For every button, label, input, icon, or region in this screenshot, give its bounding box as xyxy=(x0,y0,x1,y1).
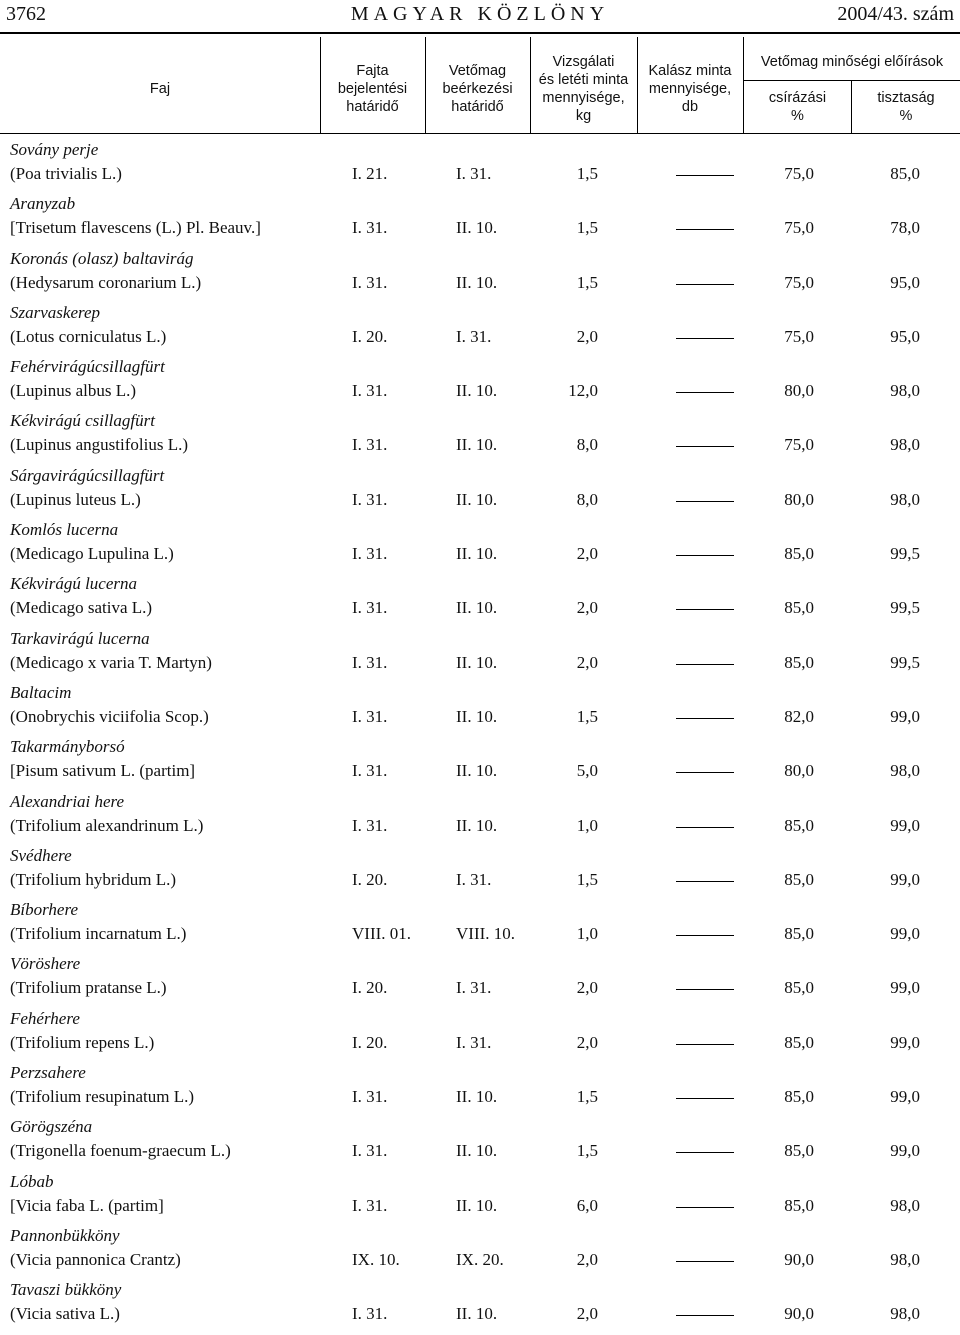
species-name: Kékvirágú lucerna xyxy=(10,574,137,594)
minta-kg: 1,5 xyxy=(576,706,598,726)
beerkezesi-hatarido: II. 10. xyxy=(456,1195,498,1215)
tisztasag-value: 99,0 xyxy=(890,924,920,944)
species-name: Lóbab xyxy=(10,1171,54,1191)
minta-kg: 12,0 xyxy=(568,381,598,401)
beerkezesi-hatarido: II. 10. xyxy=(456,272,498,292)
species-name: Fehérhere xyxy=(10,1008,80,1028)
beerkezesi-hatarido: II. 10. xyxy=(456,1304,498,1324)
beerkezesi-hatarido: I. 31. xyxy=(456,326,492,346)
minta-kg: 5,0 xyxy=(576,761,598,781)
tisztasag-value: 95,0 xyxy=(890,272,920,292)
species-name: Sovány perje xyxy=(10,140,99,159)
table-row xyxy=(0,466,960,520)
csirazasi-value: 80,0 xyxy=(784,761,814,781)
tisztasag-value: 98,0 xyxy=(890,381,920,401)
species-latin: (Lupinus angustifolius L.) xyxy=(10,435,189,455)
beerkezesi-hatarido: II. 10. xyxy=(456,489,498,509)
minta-kg: 1,0 xyxy=(576,815,598,835)
row-values xyxy=(0,544,960,566)
bejelentesi-hatarido: I. 31. xyxy=(352,598,388,618)
bejelentesi-hatarido: I. 31. xyxy=(352,1141,388,1161)
species-latin: (Medicago x varia T. Martyn) xyxy=(10,652,212,672)
beerkezesi-hatarido: II. 10. xyxy=(456,435,498,455)
bejelentesi-hatarido: I. 20. xyxy=(352,978,388,998)
beerkezesi-hatarido: II. 10. xyxy=(456,652,498,672)
tisztasag-value: 99,5 xyxy=(890,598,920,618)
bejelentesi-hatarido: IX. 10. xyxy=(352,1249,400,1269)
issue-number: 2004/43. szám xyxy=(837,3,954,25)
species-latin: (Lupinus albus L.) xyxy=(10,381,137,401)
row-values xyxy=(0,1304,960,1326)
bejelentesi-hatarido: I. 20. xyxy=(352,326,388,346)
tisztasag-value: 78,0 xyxy=(890,218,920,238)
species-latin: (Poa trivialis L.) xyxy=(10,164,122,183)
bejelentesi-hatarido: I. 31. xyxy=(352,1087,388,1107)
csirazasi-value: 75,0 xyxy=(784,435,814,455)
row-values xyxy=(0,273,960,295)
species-latin: (Trifolium repens L.) xyxy=(10,1032,155,1052)
species-name: Aranyzab xyxy=(10,194,76,214)
species-name: Baltacim xyxy=(10,682,72,702)
species-latin: (Vicia sativa L.) xyxy=(10,1304,120,1324)
row-values xyxy=(0,870,960,892)
row-values xyxy=(0,381,960,403)
tisztasag-value: 98,0 xyxy=(890,1304,920,1324)
csirazasi-value: 85,0 xyxy=(784,598,814,618)
row-values xyxy=(0,164,960,186)
species-name: Koronás (olasz) baltavirág xyxy=(10,248,194,268)
species-latin: (Trifolium incarnatum L.) xyxy=(10,924,187,944)
species-name: Tarkavirágú lucerna xyxy=(10,628,150,648)
col-faj: Faj xyxy=(149,81,171,97)
table-row xyxy=(0,574,960,628)
tisztasag-value: 98,0 xyxy=(890,1195,920,1215)
tisztasag-value: 99,0 xyxy=(890,869,920,889)
minta-kg: 2,0 xyxy=(576,1249,598,1269)
row-values xyxy=(0,816,960,838)
row-values xyxy=(0,435,960,457)
csirazasi-value: 85,0 xyxy=(784,1195,814,1215)
minta-kg: 2,0 xyxy=(576,326,598,346)
species-name: Fehérvirágúcsillagfürt xyxy=(10,357,165,377)
table-row xyxy=(0,520,960,574)
csirazasi-value: 75,0 xyxy=(784,218,814,238)
kalasz-db-dash xyxy=(676,772,734,773)
table-row xyxy=(0,1226,960,1280)
table-row xyxy=(0,357,960,411)
table-row xyxy=(0,140,960,194)
csirazasi-value: 75,0 xyxy=(784,272,814,292)
species-latin: (Vicia pannonica Crantz) xyxy=(10,1249,181,1269)
table-body xyxy=(0,140,960,1335)
kalasz-db-dash xyxy=(676,284,734,285)
csirazasi-value: 85,0 xyxy=(784,815,814,835)
kalasz-db-dash xyxy=(676,881,734,882)
species-name: Perzsahere xyxy=(10,1063,86,1083)
row-values xyxy=(0,218,960,240)
minta-kg: 1,5 xyxy=(576,869,598,889)
minta-kg: 2,0 xyxy=(576,1032,598,1052)
species-latin: (Onobrychis viciifolia Scop.) xyxy=(10,706,209,726)
bejelentesi-hatarido: I. 20. xyxy=(352,869,388,889)
tisztasag-value: 99,0 xyxy=(890,1087,920,1107)
bejelentesi-hatarido: I. 31. xyxy=(352,761,388,781)
row-values xyxy=(0,924,960,946)
beerkezesi-hatarido: II. 10. xyxy=(456,1141,498,1161)
kalasz-db-dash xyxy=(676,1207,734,1208)
tisztasag-value: 85,0 xyxy=(890,164,920,183)
bejelentesi-hatarido: I. 31. xyxy=(352,489,388,509)
row-values xyxy=(0,598,960,620)
minta-kg: 2,0 xyxy=(576,1304,598,1324)
minta-kg: 1,5 xyxy=(576,272,598,292)
minta-kg: 8,0 xyxy=(576,435,598,455)
table-row xyxy=(0,792,960,846)
csirazasi-value: 85,0 xyxy=(784,924,814,944)
csirazasi-value: 85,0 xyxy=(784,1032,814,1052)
table-header-rule xyxy=(0,133,960,134)
beerkezesi-hatarido: VIII. 10. xyxy=(456,924,516,944)
csirazasi-value: 80,0 xyxy=(784,381,814,401)
minta-kg: 1,5 xyxy=(576,164,598,183)
csirazasi-value: 85,0 xyxy=(784,1087,814,1107)
bejelentesi-hatarido: I. 31. xyxy=(352,815,388,835)
tisztasag-value: 98,0 xyxy=(890,489,920,509)
bejelentesi-hatarido: I. 31. xyxy=(352,272,388,292)
species-latin: [Vicia faba L. (partim] xyxy=(10,1195,164,1215)
species-name: Svédhere xyxy=(10,845,72,865)
tisztasag-value: 99,0 xyxy=(890,815,920,835)
minta-kg: 2,0 xyxy=(576,598,598,618)
csirazasi-value: 85,0 xyxy=(784,869,814,889)
beerkezesi-hatarido: II. 10. xyxy=(456,598,498,618)
bejelentesi-hatarido: I. 31. xyxy=(352,1195,388,1215)
species-latin: (Trifolium resupinatum L.) xyxy=(10,1087,194,1107)
species-name: Komlós lucerna xyxy=(10,520,119,540)
beerkezesi-hatarido: II. 10. xyxy=(456,706,498,726)
kalasz-db-dash xyxy=(676,1044,734,1045)
table-row xyxy=(0,954,960,1008)
minta-kg: 2,0 xyxy=(576,652,598,672)
species-name: Takarmányborsó xyxy=(10,737,125,757)
tisztasag-value: 99,0 xyxy=(890,1141,920,1161)
table-row xyxy=(0,194,960,248)
csirazasi-value: 80,0 xyxy=(784,489,814,509)
tisztasag-value: 99,5 xyxy=(890,652,920,672)
beerkezesi-hatarido: IX. 20. xyxy=(456,1249,504,1269)
minta-kg: 1,0 xyxy=(576,924,598,944)
minta-kg: 6,0 xyxy=(576,1195,598,1215)
kalasz-db-dash xyxy=(676,338,734,339)
species-name: Vöröshere xyxy=(10,954,81,974)
tisztasag-value: 98,0 xyxy=(890,761,920,781)
tisztasag-value: 99,0 xyxy=(890,1032,920,1052)
tisztasag-value: 98,0 xyxy=(890,435,920,455)
bejelentesi-hatarido: I. 31. xyxy=(352,435,388,455)
row-values xyxy=(0,1196,960,1218)
tisztasag-value: 99,0 xyxy=(890,706,920,726)
csirazasi-value: 75,0 xyxy=(784,326,814,346)
kalasz-db-dash xyxy=(676,1261,734,1262)
table-row xyxy=(0,1280,960,1334)
table-row xyxy=(0,737,960,791)
minta-kg: 8,0 xyxy=(576,489,598,509)
kalasz-db-dash xyxy=(676,827,734,828)
kalasz-db-dash xyxy=(676,935,734,936)
kalasz-db-dash xyxy=(676,1152,734,1153)
row-values xyxy=(0,1033,960,1055)
kalasz-db-dash xyxy=(676,718,734,719)
minta-kg: 1,5 xyxy=(576,1141,598,1161)
beerkezesi-hatarido: I. 31. xyxy=(456,164,492,183)
species-latin: (Trigonella foenum-graecum L.) xyxy=(10,1141,231,1161)
species-name: Alexandriai here xyxy=(10,791,125,811)
species-latin: (Trifolium hybridum L.) xyxy=(10,869,177,889)
row-values xyxy=(0,1141,960,1163)
row-values xyxy=(0,707,960,729)
header-rule xyxy=(0,32,960,34)
table-row xyxy=(0,249,960,303)
page-header xyxy=(0,0,960,32)
table-row xyxy=(0,1063,960,1117)
col-beerkezesi: Vetőmag beérkezési határidő xyxy=(442,63,513,115)
beerkezesi-hatarido: II. 10. xyxy=(456,761,498,781)
minta-kg: 2,0 xyxy=(576,978,598,998)
tisztasag-value: 99,5 xyxy=(890,544,920,564)
csirazasi-value: 85,0 xyxy=(784,652,814,672)
col-tisztasag: tisztaság % xyxy=(877,90,935,124)
row-values xyxy=(0,1250,960,1272)
bejelentesi-hatarido: I. 31. xyxy=(352,1304,388,1324)
row-values xyxy=(0,327,960,349)
csirazasi-value: 90,0 xyxy=(784,1249,814,1269)
csirazasi-value: 90,0 xyxy=(784,1304,814,1324)
bejelentesi-hatarido: I. 31. xyxy=(352,218,388,238)
species-latin: (Hedysarum coronarium L.) xyxy=(10,272,202,292)
csirazasi-value: 85,0 xyxy=(784,978,814,998)
col-minosegi: Vetőmag minőségi előírások xyxy=(760,54,944,70)
bejelentesi-hatarido: I. 31. xyxy=(352,381,388,401)
col-csirazasi: csírázási % xyxy=(768,90,827,124)
table-row xyxy=(0,683,960,737)
table-row xyxy=(0,303,960,357)
species-latin: (Trifolium alexandrinum L.) xyxy=(10,815,204,835)
table-row xyxy=(0,629,960,683)
species-name: Szarvaskerep xyxy=(10,302,101,322)
beerkezesi-hatarido: II. 10. xyxy=(456,1087,498,1107)
species-latin: [Trisetum flavescens (L.) Pl. Beauv.] xyxy=(10,218,261,238)
table-row xyxy=(0,411,960,465)
table-row xyxy=(0,1117,960,1171)
tisztasag-value: 98,0 xyxy=(890,1249,920,1269)
beerkezesi-hatarido: II. 10. xyxy=(456,381,498,401)
table-row xyxy=(0,1172,960,1226)
col-kalasz: Kalász minta mennyisége, db xyxy=(648,63,732,115)
species-name: Pannonbükköny xyxy=(10,1225,120,1245)
beerkezesi-hatarido: I. 31. xyxy=(456,978,492,998)
table-row xyxy=(0,1009,960,1063)
beerkezesi-hatarido: II. 10. xyxy=(456,815,498,835)
beerkezesi-hatarido: I. 31. xyxy=(456,1032,492,1052)
kalasz-db-dash xyxy=(676,989,734,990)
journal-title: MAGYAR KÖZLÖNY xyxy=(350,3,610,25)
beerkezesi-hatarido: II. 10. xyxy=(456,218,498,238)
col-bejelentesi: Fajta bejelentési határidő xyxy=(337,63,408,115)
species-latin: (Trifolium pratanse L.) xyxy=(10,978,167,998)
minta-kg: 1,5 xyxy=(576,1087,598,1107)
table-row xyxy=(0,900,960,954)
bejelentesi-hatarido: I. 21. xyxy=(352,164,388,183)
kalasz-db-dash xyxy=(676,609,734,610)
beerkezesi-hatarido: II. 10. xyxy=(456,544,498,564)
kalasz-db-dash xyxy=(676,1315,734,1316)
csirazasi-value: 82,0 xyxy=(784,706,814,726)
species-latin: [Pisum sativum L. (partim] xyxy=(10,761,196,781)
bejelentesi-hatarido: I. 20. xyxy=(352,1032,388,1052)
csirazasi-value: 75,0 xyxy=(784,164,814,183)
csirazasi-value: 85,0 xyxy=(784,1141,814,1161)
bejelentesi-hatarido: I. 31. xyxy=(352,544,388,564)
minta-kg: 1,5 xyxy=(576,218,598,238)
tisztasag-value: 99,0 xyxy=(890,978,920,998)
col-minta: Vizsgálati és letéti minta mennyisége, kg xyxy=(538,54,629,124)
species-name: Tavaszi bükköny xyxy=(10,1280,122,1300)
row-values xyxy=(0,653,960,675)
bejelentesi-hatarido: VIII. 01. xyxy=(352,924,412,944)
row-values xyxy=(0,978,960,1000)
row-values xyxy=(0,490,960,512)
kalasz-db-dash xyxy=(676,229,734,230)
csirazasi-value: 85,0 xyxy=(784,544,814,564)
species-name: Sárgavirágúcsillagfürt xyxy=(10,465,165,485)
kalasz-db-dash xyxy=(676,555,734,556)
species-name: Kékvirágú csillagfürt xyxy=(10,411,155,431)
species-latin: (Medicago Lupulina L.) xyxy=(10,544,174,564)
subheader-rule xyxy=(744,80,960,81)
kalasz-db-dash xyxy=(676,392,734,393)
kalasz-db-dash xyxy=(676,446,734,447)
species-latin: (Lotus corniculatus L.) xyxy=(10,326,167,346)
species-name: Bíborhere xyxy=(10,900,78,920)
bejelentesi-hatarido: I. 31. xyxy=(352,652,388,672)
kalasz-db-dash xyxy=(676,501,734,502)
kalasz-db-dash xyxy=(676,175,734,176)
bejelentesi-hatarido: I. 31. xyxy=(352,706,388,726)
page-number: 3762 xyxy=(6,3,46,25)
species-name: Görögszéna xyxy=(10,1117,93,1137)
kalasz-db-dash xyxy=(676,664,734,665)
beerkezesi-hatarido: I. 31. xyxy=(456,869,492,889)
species-latin: (Lupinus luteus L.) xyxy=(10,489,141,509)
species-latin: (Medicago sativa L.) xyxy=(10,598,153,618)
table-row xyxy=(0,846,960,900)
row-values xyxy=(0,1087,960,1109)
kalasz-db-dash xyxy=(676,1098,734,1099)
row-values xyxy=(0,761,960,783)
minta-kg: 2,0 xyxy=(576,544,598,564)
tisztasag-value: 95,0 xyxy=(890,326,920,346)
